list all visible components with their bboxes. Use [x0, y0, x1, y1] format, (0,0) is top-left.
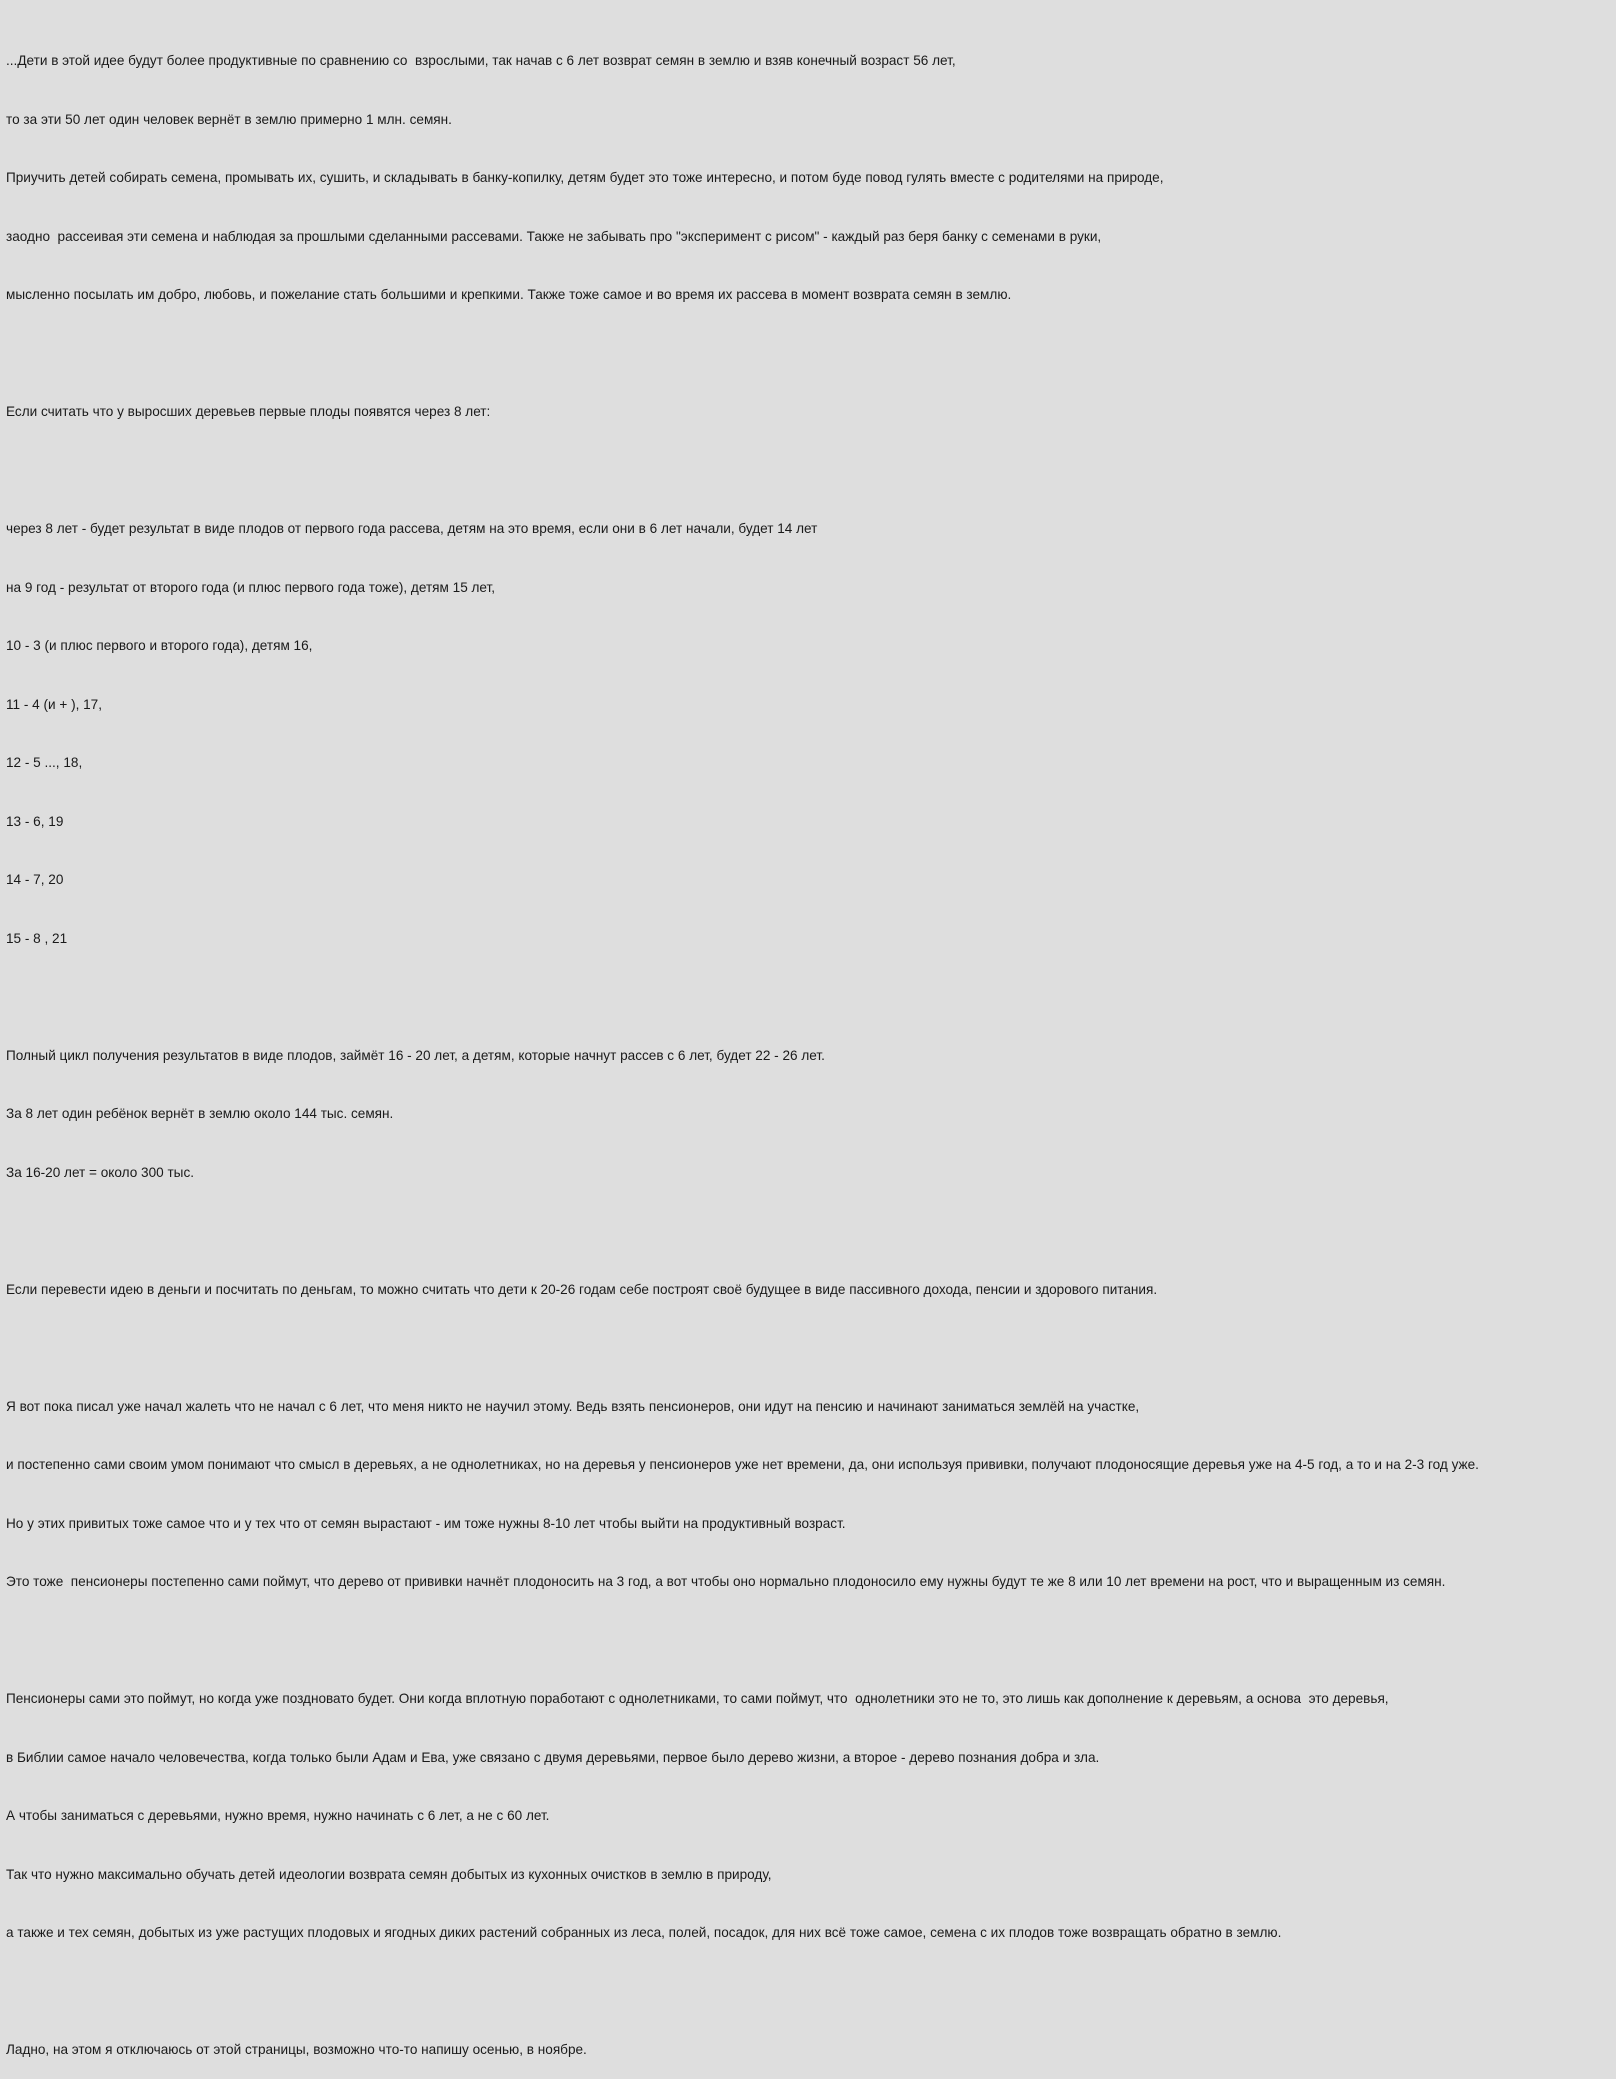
text-line: то за эти 50 лет один человек вернёт в землю примерно 1 млн. семян.: [6, 111, 452, 127]
text-line: Ладно, на этом я отключаюсь от этой страницы, возможно что-то напишу осенью, в ноябре.: [6, 2042, 587, 2057]
text-line: Если перевести идею в деньги и посчитать по деньгам, то можно считать что дети к 20-26 годам себе построят своё будущее в виде пассивного дохода, пенсии и здорового питания.: [6, 1281, 1158, 1297]
text-line: и постепенно сами своим умом понимают что смысл в деревьях, а не однолетниках, но на деревья у пенсионеров уже нет времени, да, они используя прививки, получают плодоносящие деревья уже на 4-5 год, а то и на 2-3 год уже.: [6, 1457, 1479, 1472]
text-line: а также и тех семян, добытых из уже растущих плодовых и ягодных диких растений собранных из леса, полей, посадок, для них всё тоже самое, семена с их плодов тоже возвращать обратно в землю.: [6, 1925, 1282, 1940]
text-line: через 8 лет - будет результат в виде плодов от первого года рассева, детям на это время, если они в 6 лет начали, будет 14 лет: [6, 521, 818, 536]
text-line: За 8 лет один ребёнок вернёт в землю около 144 тыс. семян.: [6, 1106, 394, 1121]
text-line: Приучить детей собирать семена, промывать их, сушить, и складывать в банку-копилку, детям будет это тоже интересно, и потом буде повод гулять вместе с родителями на природе,: [6, 170, 1164, 185]
text-line: мысленно посылать им добро, любовь, и пожелание стать большими и крепкими. Также тоже самое и во время их рассева в момент возврата семян в землю.: [6, 287, 1012, 302]
blank-line: [6, 1338, 1612, 1358]
text-line: Пенсионеры сами это поймут, но когда уже поздновато будет. Они когда вплотную поработают с однолетниками, то сами поймут, что однолетники это не то, это лишь как дополнение к деревьям, а основа это деревья,: [6, 1691, 1389, 1706]
text-line: 13 - 6, 19: [6, 813, 64, 829]
text-line: А чтобы заниматься с деревьями, нужно время, нужно начинать с 6 лет, а не с 60 лет.: [6, 1808, 550, 1823]
text-line: За 16-20 лет = около 300 тыс.: [6, 1164, 195, 1180]
document-text: [6, 12, 1612, 2079]
text-line: 11 - 4 (и + ), 17,: [6, 696, 103, 712]
text-line: Полный цикл получения результатов в виде плодов, займёт 16 - 20 лет, а детям, которые начнут рассев с 6 лет, будет 22 - 26 лет.: [6, 1047, 825, 1063]
blank-line: [6, 1631, 1612, 1651]
text-line: Так что нужно максимально обучать детей идеологии возврата семян добытых из кухонных очистков в землю в природу,: [6, 1866, 772, 1882]
text-line: Но у этих привитых тоже самое что и у тех что от семян вырастают - им тоже нужны 8-10 лет чтобы выйти на продуктивный возраст.: [6, 1515, 846, 1531]
blank-line: [6, 1221, 1612, 1241]
blank-line: [6, 461, 1612, 481]
text-line: Это тоже пенсионеры постепенно сами поймут, что дерево от прививки начнёт плодоносить на 3 год, а вот чтобы оно нормально плодоносило ему нужны будут те же 8 или 10 лет времени на рост, что и выращенным из семян.: [6, 1574, 1446, 1589]
text-line: 12 - 5 ..., 18,: [6, 755, 83, 770]
text-line: Если считать что у выросших деревьев первые плоды появятся через 8 лет:: [6, 404, 491, 419]
text-line: 14 - 7, 20: [6, 872, 64, 887]
text-line: 15 - 8 , 21: [6, 930, 68, 946]
blank-line: [6, 1982, 1612, 2002]
text-line: на 9 год - результат от второго года (и плюс первого года тоже), детям 15 лет,: [6, 579, 496, 595]
text-line: 10 - 3 (и плюс первого и второго года), детям 16,: [6, 638, 313, 653]
text-line: ...Дети в этой идее будут более продуктивные по сравнению со взрослыми, так начав с 6 лет возврат семян в землю и взяв конечный возраст 56 лет,: [6, 53, 956, 68]
text-line: заодно рассеивая эти семена и наблюдая за прошлыми сделанными рассевами. Также не забывать про "эксперимент с рисом" - каждый раз беря банку с семенами в руки,: [6, 228, 1102, 244]
blank-line: [6, 344, 1612, 364]
text-line: Я вот пока писал уже начал жалеть что не начал с 6 лет, что меня никто не научил этому. Ведь взять пенсионеров, они идут на пенсию и начинают заниматься землёй на участке,: [6, 1398, 1140, 1414]
text-line: в Библии самое начало человечества, когда только были Адам и Ева, уже связано с двумя деревьями, первое было дерево жизни, а второе - дерево познания добра и зла.: [6, 1749, 1100, 1765]
blank-line: [6, 987, 1612, 1007]
